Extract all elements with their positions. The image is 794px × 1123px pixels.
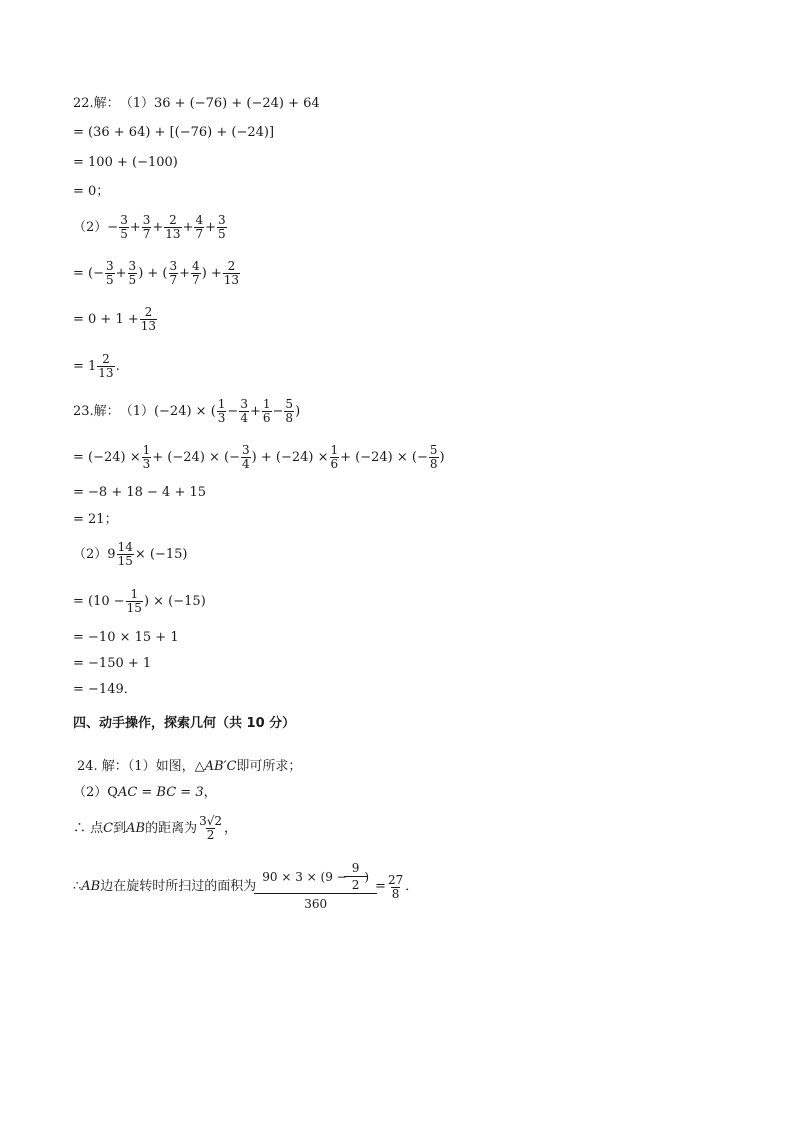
q23-step-3: = 21；: [73, 512, 118, 527]
mixed-number: 9 $\frac{14}{15}$: [107, 540, 133, 568]
fraction: $\frac{2}{13}$: [140, 305, 157, 333]
fraction: $\frac{3}{7}$: [142, 213, 151, 241]
q24-line-1: 24. 解：（1）如图，△ AB′C 即可所求；: [77, 759, 302, 774]
q22-part2-expression: （2） − $\frac{3}{5}$ + $\frac{3}{7}$ + $\frac{2}{13}$ + $\frac{4}{7}$ + $\frac{3}{5}$: [73, 213, 226, 241]
q24-line-2: （2）Q AC = BC = 3 ，: [73, 785, 217, 800]
q23-step-1: = (−24) × $\frac{1}{3}$ + (−24) × (− $\frac{3}{4}$ ) + (−24) × $\frac{1}{6}$ + (−24) × (− $\frac{5}{8}$ ): [73, 443, 445, 471]
fraction: $\frac{3}{5}$: [106, 259, 114, 287]
fraction: $\frac{1}{3}$: [142, 443, 151, 471]
fraction: $\frac{5}{8}$: [285, 397, 294, 425]
fraction: $\frac{27}{8}$: [387, 872, 404, 901]
fraction: $\frac{2}{13}$: [98, 352, 114, 380]
q23-label: 23.解：: [73, 403, 120, 419]
fraction: $\frac{3}{5}$: [218, 213, 226, 241]
fraction: $\frac{3}{4}$: [240, 397, 248, 425]
q23-part2-expression: （2） 9 $\frac{14}{15}$ × (−15): [73, 540, 188, 568]
fraction: $\frac{1}{6}$: [262, 397, 271, 425]
fraction: $\frac{3√2}{2}$: [199, 814, 222, 842]
q23-part2-step-3: = −150 + 1: [73, 656, 152, 671]
fraction: $\frac{2}{13}$: [223, 259, 240, 287]
q23-line-1: 23.解： （1） (−24) × ( $\frac{1}{3}$ − $\frac{3}{4}$ + $\frac{1}{6}$ − $\frac{5}{8}$ ): [73, 397, 301, 425]
q22-line-1: [73, 96, 320, 112]
q23-part2-step-1: = (10 − $\frac{1}{15}$ ) × (−15): [73, 587, 206, 615]
fraction: $\frac{1}{3}$: [217, 397, 226, 425]
q24-line-3: ∴ 点 C 到 AB 的距离为 $\frac{3√2}{2}$ ，: [73, 814, 238, 842]
q23-part1-label: （1）: [119, 403, 154, 419]
fraction: $\frac{3}{4}$: [242, 443, 250, 471]
q22-step-1: = (36 + 64) + [(−76) + (−24)]: [73, 125, 275, 140]
fraction: $\frac{4}{7}$: [195, 213, 204, 241]
area-fraction: 90 × 3 × (9 − $\frac{9}{2}$ ) 360: [258, 862, 373, 912]
q22-step-3: = 0；: [73, 184, 110, 199]
section-4-heading: 四、动手操作，探索几何（共 10 分）: [73, 716, 296, 731]
q22-part2-label: （2）: [73, 219, 108, 235]
fraction: $\frac{4}{7}$: [192, 259, 200, 287]
q23-step-2: = −8 + 18 − 4 + 15: [73, 485, 207, 500]
fraction: $\frac{1}{15}$: [126, 587, 142, 615]
fraction: $\frac{3}{5}$: [120, 213, 128, 241]
fraction: $\frac{3}{7}$: [169, 259, 178, 287]
q23-part2-label: （2）: [73, 546, 108, 562]
q23-part2-step-2: = −10 × 15 + 1: [73, 630, 179, 645]
q22-part1-expression: 36 + (−76) + (−24) + 64: [153, 96, 320, 111]
q24-line-4: ∴ AB 边在旋转时所扫过的面积为 90 × 3 × (9 − $\frac{9}{2}$ ) 360 = $\frac{27}{8}$ ．: [73, 861, 419, 911]
q22-part2-step-1: = (− $\frac{3}{5}$ + $\frac{3}{5}$ ) + ( $\frac{3}{7}$ + $\frac{4}{7}$ ) + $\frac{2}{13}$: [73, 259, 240, 287]
q23-part2-step-4: = −149．: [73, 682, 137, 697]
q22-part2-result: = 1 $\frac{2}{13}$ .: [73, 352, 120, 380]
fraction: $\frac{2}{13}$: [165, 213, 181, 241]
fraction: $\frac{5}{8}$: [429, 443, 438, 471]
fraction: $\frac{1}{6}$: [330, 443, 339, 471]
q22-label: 22.解：: [73, 96, 120, 111]
fraction: $\frac{3}{5}$: [128, 259, 137, 287]
q22-step-2: = 100 + (−100): [73, 155, 178, 170]
q22-part2-step-2: = 0 + 1 + $\frac{2}{13}$: [73, 305, 157, 333]
q22-part1-label: （1）: [119, 96, 154, 111]
